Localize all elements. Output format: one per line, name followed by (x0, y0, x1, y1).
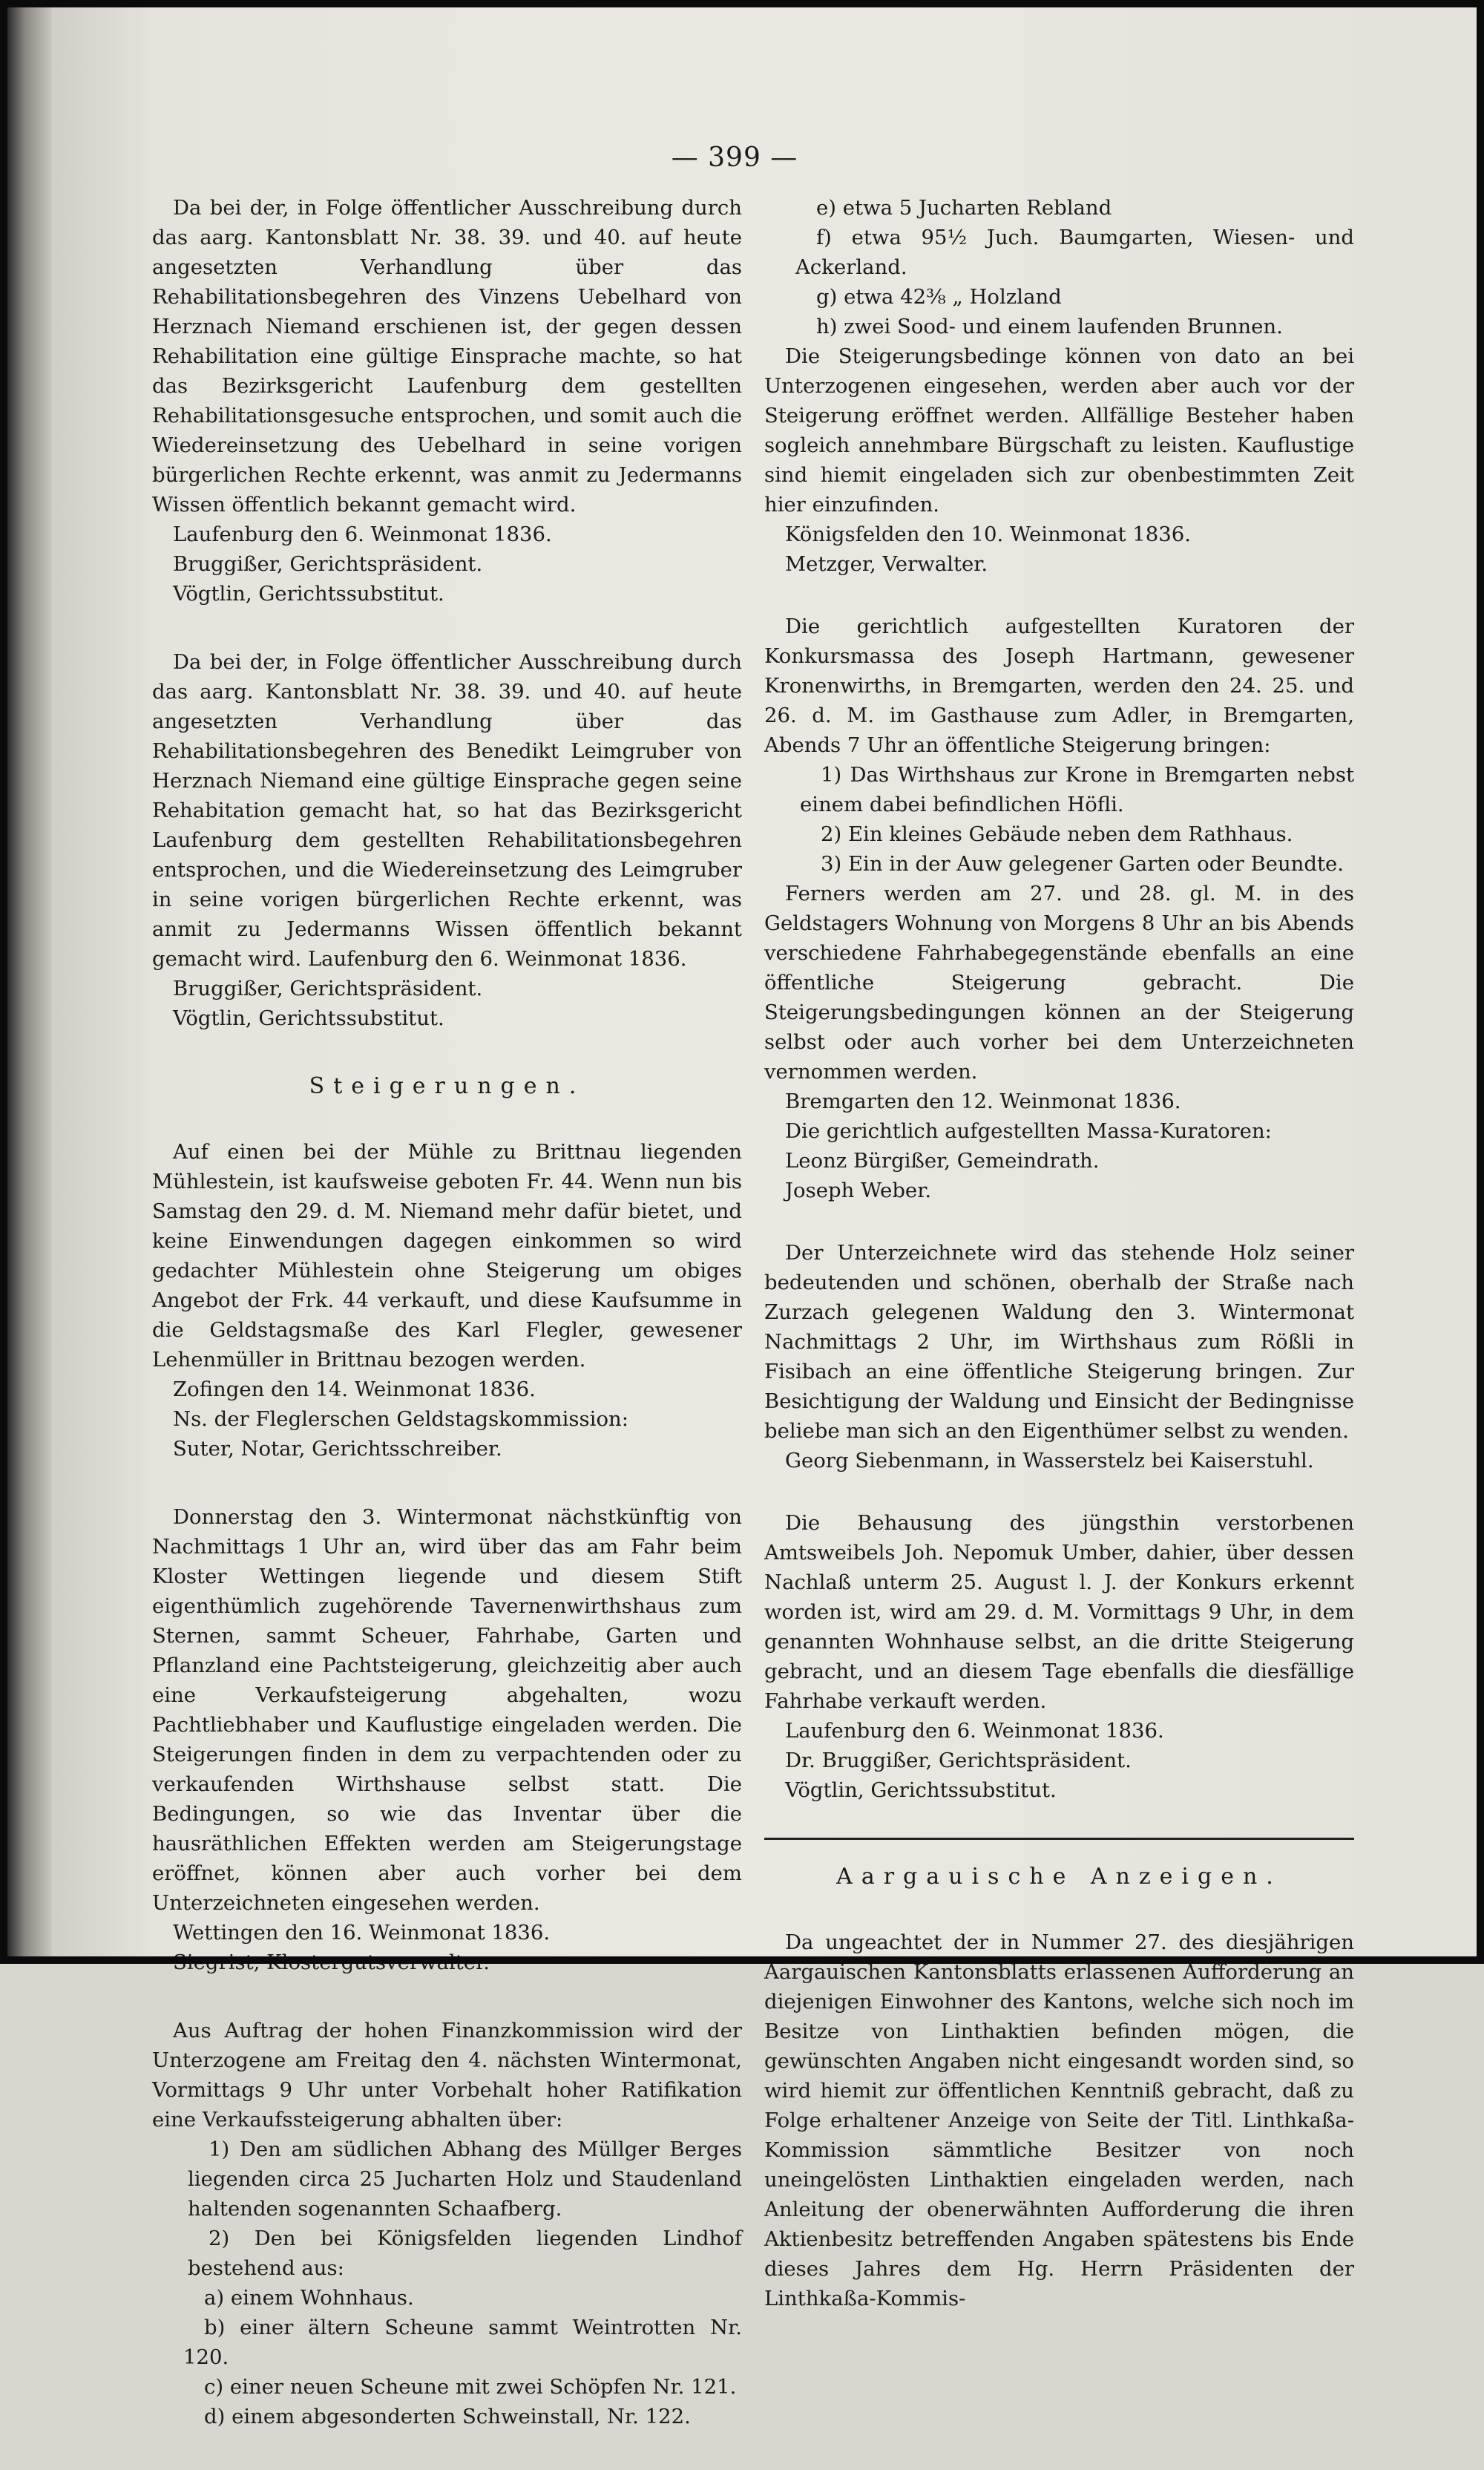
notice-signature: Bruggißer, Gerichtspräsident. (173, 552, 483, 576)
notice-signature: Leonz Bürgißer, Gemeindrath. (785, 1149, 1100, 1173)
list-item: 2) Den bei Königsfelden liegenden Lindhof bestehend aus: (188, 2227, 742, 2280)
notice-muehlestein (152, 1137, 742, 1464)
page-number: — 399 — (671, 142, 798, 173)
notice-text: Die Steigerungsbedinge können von dato an bei Unterzogenen eingesehen, werden aber auch vor der Steigerung eröffnet werden. Allfällige Besteher haben sogleich annehmbare Bürgschaft zu leisten. Kauflustige sind hiemit eingeladen sich zur obenbestimmten Zeit hier einzufinden. (764, 344, 1354, 517)
list-item: 3) Ein in der Auw gelegener Garten oder Beundte. (821, 852, 1345, 876)
list-item: 2) Ein kleines Gebäude neben dem Rathhaus. (821, 822, 1293, 846)
right-column (764, 193, 1354, 2346)
notice-date: Zofingen den 14. Weinmonat 1836. (173, 1378, 536, 1401)
sub-list-item: g) etwa 42⅜ „ Holzland (816, 285, 1062, 309)
notice-behausung-umber (764, 1508, 1354, 1805)
notice-signature: Suter, Notar, Gerichtsschreiber. (173, 1437, 502, 1461)
notice-date: Königsfelden den 10. Weinmonat 1836. (785, 522, 1192, 546)
notice-text: Ferners werden am 27. und 28. gl. M. in des Geldstagers Wohnung von Morgens 8 Uhr an bis Abends verschiedene Fahrhabegegenstände ebenfalls an eine öffentliche Steigerung gebracht. Die Steigerungsbedingungen können an der Steigerung selbst oder auch vorher bei dem Unterzeichneten vernommen werden. (764, 882, 1354, 1084)
notice-text: Die gerichtlich aufgestellten Kuratoren der Konkursmassa des Joseph Hartmann, gewesener Kronenwirths, in Bremgarten, werden den 24. 25. und 26. d. M. im Gasthause zum Adler, in Bremgarten, Abends 7 Uhr an öffentliche Steigerung bringen: (764, 615, 1354, 757)
sub-list-item: h) zwei Sood- und einem laufenden Brunnen. (816, 315, 1283, 338)
sub-list-item: e) etwa 5 Jucharten Rebland (816, 196, 1112, 220)
book-gutter (7, 7, 52, 1956)
left-column (152, 193, 742, 2470)
notice-signature: Siegrist, Klostergutsverwalter. (173, 1950, 490, 1974)
notice-finanzkommission-continued (764, 193, 1354, 579)
section-heading-aargauische-anzeigen: Aargauische Anzeigen. (836, 1864, 1282, 1890)
notice-signature: Die gerichtlich aufgestellten Massa-Kuratoren: (785, 1119, 1272, 1143)
notice-signature: Georg Siebenmann, in Wasserstelz bei Kaiserstuhl. (785, 1449, 1314, 1472)
sub-list-item: c) einer neuen Scheune mit zwei Schöpfen Nr. 121. (204, 2375, 737, 2399)
sub-list-item: b) einer ältern Scheune sammt Weintrotten Nr. 120. (183, 2316, 742, 2369)
notice-text: Da bei der, in Folge öffentlicher Ausschreibung durch das aarg. Kantonsblatt Nr. 38. 39. und 40. auf heute angesetzten Verhandlung über das Rehabilitationsbegehren des Vinzens Uebelhard von Herznach Niemand erschienen ist, der gegen dessen Rehabilitation eine gültige Einsprache machte, so hat das Bezirksgericht Laufenburg dem gestellten Rehabilitationsgesuche entsprochen, und somit auch die Wiedereinsetzung des Uebelhard in seine vorigen bürgerlichen Rechte erkennt, was anmit zu Jedermanns Wissen öffentlich bekannt gemacht wird. (152, 196, 742, 517)
notice-holzsteigerung (764, 1238, 1354, 1475)
notice-date: Laufenburg den 6. Weinmonat 1836. (785, 1719, 1164, 1743)
notice-signature: Bruggißer, Gerichtspräsident. (173, 977, 483, 1000)
notice-wettingen-sternen (152, 1502, 742, 1977)
notice-date: Wettingen den 16. Weinmonat 1836. (173, 1921, 551, 1945)
notice-date: Laufenburg den 6. Weinmonat 1836. (173, 522, 552, 546)
list-item: 1) Das Wirthshaus zur Krone in Bremgarten nebst einem dabei befindlichen Höfli. (800, 763, 1354, 816)
notice-signature: Vögtlin, Gerichtssubstitut. (173, 582, 444, 606)
notice-text: Auf einen bei der Mühle zu Brittnau liegenden Mühlestein, ist kaufsweise geboten Fr. 44. Wenn nun bis Samstag den 29. d. M. Niemand mehr dafür bietet, und keine Einwendungen dagegen einkommen so wird gedachter Mühlestein ohne Steigerung um obiges Angebot der Frk. 44 verkauft, und diese Kaufsumme in die Geldstagsmaße des Karl Flegler, gewesener Lehenmüller in Brittnau bezogen werden. (152, 1140, 742, 1372)
list-item: 1) Den am südlichen Abhang des Müllger Berges liegenden circa 25 Jucharten Holz und Staudenland haltenden sogenannten Schaafberg. (188, 2138, 742, 2221)
notice-rehabilitation-uebelhard (152, 193, 742, 609)
notice-konkurs-hartmann (764, 612, 1354, 1205)
sub-list-item: a) einem Wohnhaus. (204, 2286, 414, 2310)
notice-signature: Ns. der Fleglerschen Geldstagskommission: (173, 1407, 628, 1431)
notice-linthaktien (764, 1927, 1354, 2313)
notice-text: Donnerstag den 3. Wintermonat nächstkünftig von Nachmittags 1 Uhr an, wird über das am Fahr beim Kloster Wettingen liegende und diesem Stift eigenthümlich zugehörende Tavernenwirthshaus zum Sternen, sammt Scheuer, Fahrhabe, Garten und Pflanzland eine Pachtsteigerung, gleichzeitig aber auch eine Verkaufsteigerung abgehalten, wozu Pachtliebhaber und Kauflustige eingeladen werden. Die Steigerungen finden in dem zu verpachtenden oder zu verkaufenden Wirthshause selbst statt. Die Bedingungen, so wie das Inventar über die hausräthlichen Effekten werden am Steigerungstage eröffnet, können aber auch vorher bei dem Unterzeichneten eingesehen werden. (152, 1505, 742, 1915)
sub-list-item: d) einem abgesonderten Schweinstall, Nr. 122. (204, 2405, 691, 2428)
section-divider (764, 1838, 1354, 1840)
notice-text: Die Behausung des jüngsthin verstorbenen Amtsweibels Joh. Nepomuk Umber, dahier, über dessen Nachlaß unterm 25. August l. J. der Konkurs erkennt worden ist, wird am 29. d. M. Vormittags 9 Uhr, in dem genannten Wohnhause selbst, an die dritte Steigerung gebracht, und an diesem Tage ebenfalls die diesfällige Fahrhabe verkauft werden. (764, 1511, 1354, 1713)
notice-signature: Vögtlin, Gerichtssubstitut. (173, 1006, 444, 1030)
notice-text: Aus Auftrag der hohen Finanzkommission wird der Unterzogene am Freitag den 4. nächsten Wintermonat, Vormittags 9 Uhr unter Vorbehalt hoher Ratifikation eine Verkaufssteigerung abhalten über: (152, 2019, 742, 2132)
notice-signature: Joseph Weber. (785, 1179, 932, 1202)
notice-signature: Dr. Bruggißer, Gerichtspräsident. (785, 1749, 1132, 1772)
notice-finanzkommission (152, 2016, 742, 2431)
notice-text: Der Unterzeichnete wird das stehende Holz seiner bedeutenden und schönen, oberhalb der Straße nach Zurzach gelegenen Waldung den 3. Wintermonat Nachmittags 2 Uhr, im Wirthshaus zum Rößli in Fisibach an eine öffentliche Steigerung bringen. Zur Besichtigung der Waldung und Einsicht der Bedingnisse beliebe man sich an den Eigenthümer selbst zu wenden. (764, 1241, 1354, 1443)
notice-signature: Metzger, Verwalter. (785, 552, 988, 576)
sub-list-item: f) etwa 95½ Juch. Baumgarten, Wiesen- und Ackerland. (795, 226, 1354, 279)
notice-text: Da ungeachtet der in Nummer 27. des diesjährigen Aargauischen Kantonsblatts erlassenen Aufforderung an diejenigen Einwohner des Kantons, welche sich noch im Besitze von Linthaktien befinden mögen, die gewünschten Angaben nicht eingesandt worden sind, so wird hiemit zur öffentlichen Kenntniß gebracht, daß zu Folge erhaltener Anzeige von Seite der Titl. Linthkaßa-Kommission sämmtliche Besitzer von noch uneingelösten Linthaktien eingeladen werden, nach Anleitung der obenerwähnten Aufforderung die ihren Aktienbesitz betreffenden Angaben spätestens bis Ende dieses Jahres dem Hg. Herrn Präsidenten der Linthkaßa-Kommis- (764, 1930, 1354, 2310)
notice-text: Da bei der, in Folge öffentlicher Ausschreibung durch das aarg. Kantonsblatt Nr. 38. 39. und 40. auf heute angesetzten Verhandlung über das Rehabilitationsbegehren des Benedikt Leimgruber von Herznach Niemand eine gültige Einsprache gegen seine Rehabitation gemacht hat, so hat das Bezirksgericht Laufenburg dem gestellten Rehabilitationsbegehren entsprochen, und die Wiedereinsetzung des Leimgruber in seine vorigen bürgerlichen Rechte erkennt, was anmit zu Jedermanns Wissen öffentlich bekannt gemacht wird. Laufenburg den 6. Weinmonat 1836. (152, 650, 742, 971)
notice-signature: Vögtlin, Gerichtssubstitut. (785, 1778, 1057, 1802)
section-heading-steigerungen: Steigerungen. (309, 1073, 585, 1099)
notice-rehabilitation-leimgruber (152, 647, 742, 1033)
notice-date: Bremgarten den 12. Weinmonat 1836. (785, 1090, 1181, 1113)
